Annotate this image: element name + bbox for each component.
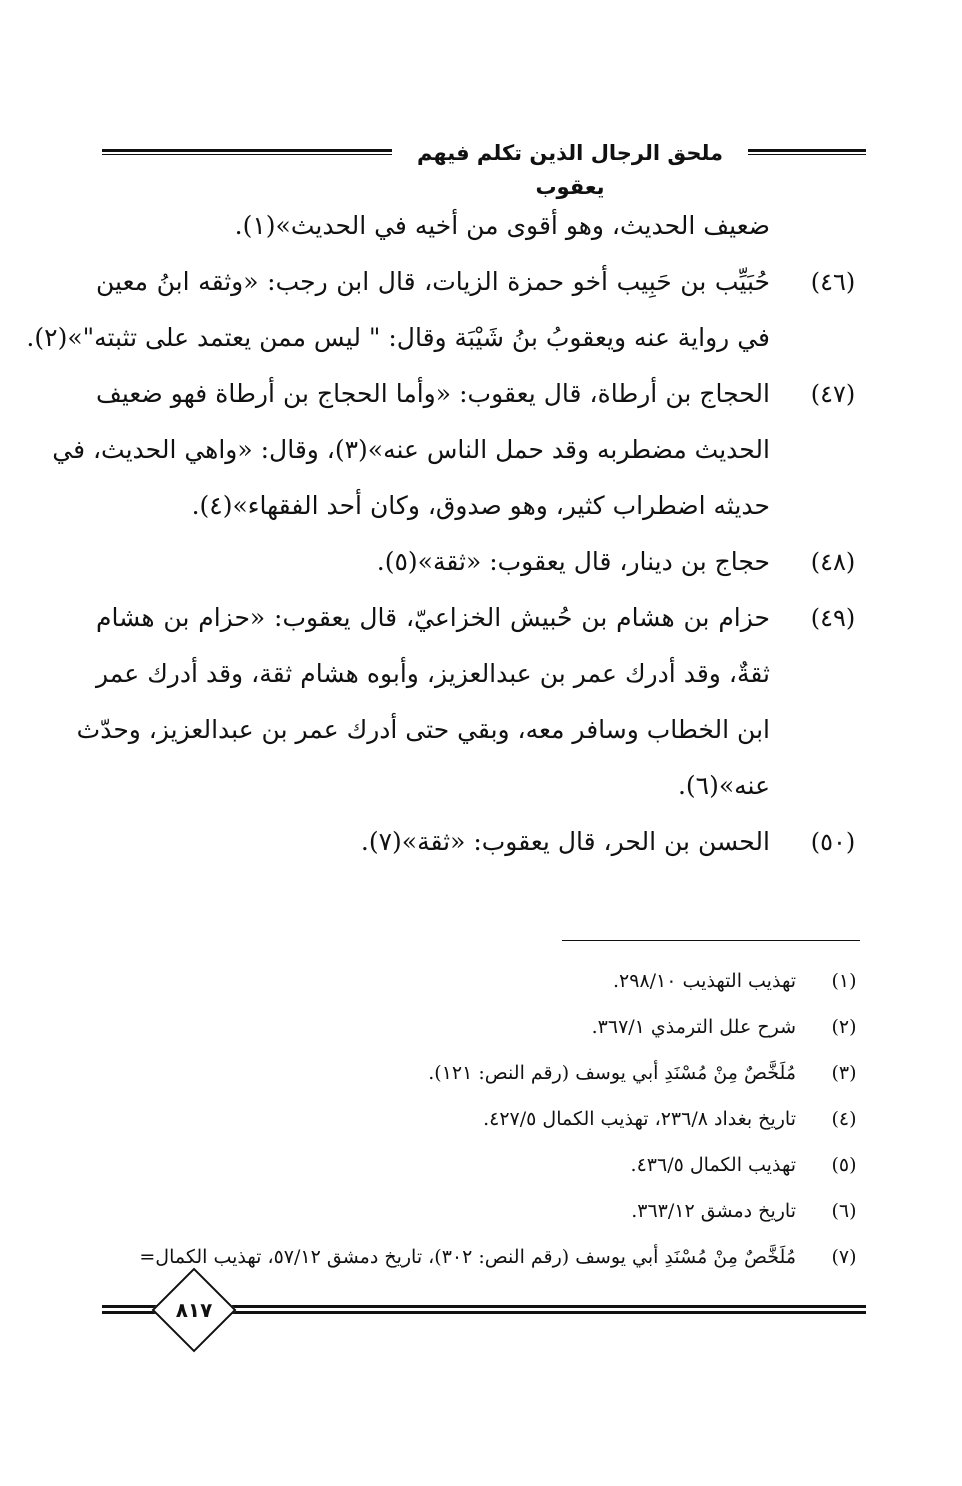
entry-text: [96, 534, 770, 590]
footnote-text: تاريخ بغداد ٢٣٦/٨، تهذيب الكمال ٤٢٧/٥.: [483, 1108, 796, 1130]
entry-text: [76, 590, 770, 814]
footnote-text: تاريخ دمشق ٣٦٣/١٢.: [631, 1200, 796, 1222]
footnote-text: مُلَخَّصٌ مِنْ مُسْنَدِ أبي يوسف (رقم النص: ٣٠٢)، تاريخ دمشق ٥٧/١٢، تهذيب الكمال=: [139, 1246, 796, 1268]
text-line: الحديث مضطربه وقد حمل الناس عنه»(٣)، وقال: «واهي الحديث، في: [52, 435, 770, 464]
text-line: حزام بن هشام بن حُبيش الخزاعيّ، قال يعقوب: «حزام بن هشام: [96, 603, 770, 632]
text-line: ضعيف الحديث، وهو أقوى من أخيه في الحديث»(١).: [234, 211, 770, 240]
entry-48: [96, 534, 866, 590]
entry-49: [76, 590, 866, 814]
entry-text: [52, 366, 770, 534]
footnote: [94, 1096, 864, 1142]
footnote: [94, 1142, 864, 1188]
text-line: حُبَيِّب بن حَبِيب أخو حمزة الزيات، قال ابن رجب: «وثقه ابنُ معين: [96, 267, 770, 296]
text-line: ابن الخطاب وسافر معه، وبقي حتى أدرك عمر بن عبدالعزيز، وحدّث: [76, 715, 770, 744]
text-line: عنه»(٦).: [677, 771, 770, 800]
footnote-number: (٣): [831, 1062, 857, 1084]
footnote-text: تهذيب الكمال ٤٣٦/٥.: [630, 1154, 796, 1176]
footnote-number: (٧): [831, 1246, 857, 1268]
page-number: ٨١٧: [175, 1298, 213, 1322]
entry-number: (٤٩): [810, 604, 856, 632]
footnote: [94, 1004, 864, 1050]
main-text: [26, 198, 866, 870]
entry-46: [26, 254, 866, 366]
continuation-paragraph: [96, 198, 770, 254]
entry-50: [96, 814, 866, 870]
entry-number: (٤٧): [810, 380, 856, 408]
entry-text: [26, 254, 770, 366]
footnote-number: (٢): [831, 1016, 857, 1038]
entry-number: (٥٠): [810, 828, 856, 856]
entry-text: [96, 814, 770, 870]
text-line: حديثه اضطراب كثير، وهو صدوق، وكان أحد الفقهاء»(٤).: [191, 491, 770, 520]
text-line: حجاج بن دينار، قال يعقوب: «ثقة»(٥).: [376, 547, 770, 576]
footnote-number: (١): [831, 970, 857, 992]
running-header: [102, 136, 866, 199]
text-line: الحجاج بن أرطاة، قال يعقوب: «وأما الحجاج بن أرطاة فهو ضعيف: [96, 379, 770, 408]
entry-number: (٤٨): [810, 548, 856, 576]
footnote: [94, 1188, 864, 1234]
footnote-number: (٤): [831, 1108, 857, 1130]
text-line: الحسن بن الحر، قال يعقوب: «ثقة»(٧).: [360, 827, 770, 856]
footer-rule-right: [232, 1305, 866, 1314]
entry-number: (٤٦): [810, 268, 856, 296]
entry-47: [52, 366, 866, 534]
footnotes: [94, 958, 864, 1280]
text-line: ثقةٌ، وقد أدرك عمر بن عبدالعزيز، وأبوه هشام ثقة، وقد أدرك عمر: [96, 659, 770, 688]
footnote: [94, 958, 864, 1004]
footnote-number: (٦): [831, 1200, 857, 1222]
footnote-number: (٥): [831, 1154, 857, 1176]
footnote-text: تهذيب التهذيب ٢٩٨/١٠.: [612, 970, 796, 992]
footnote-separator: [562, 940, 860, 941]
footnote-text: مُلَخَّصٌ مِنْ مُسْنَدِ أبي يوسف (رقم النص: ١٢١).: [428, 1062, 796, 1084]
footnote: [94, 1234, 864, 1280]
header-rule-left: [102, 149, 392, 155]
text-line: في رواية عنه ويعقوبُ بنُ شَيْبَة وقال: " ليس ممن يعتمد على تثبته"»(٢).: [26, 323, 770, 352]
header-title: ملحق الرجال الذين تكلم فيهم يعقوب: [416, 141, 724, 199]
header-rule-right: [748, 149, 866, 155]
page-footer: [102, 1276, 866, 1352]
footnote: [94, 1050, 864, 1096]
footnote-text: شرح علل الترمذي ٣٦٧/١.: [591, 1016, 796, 1038]
